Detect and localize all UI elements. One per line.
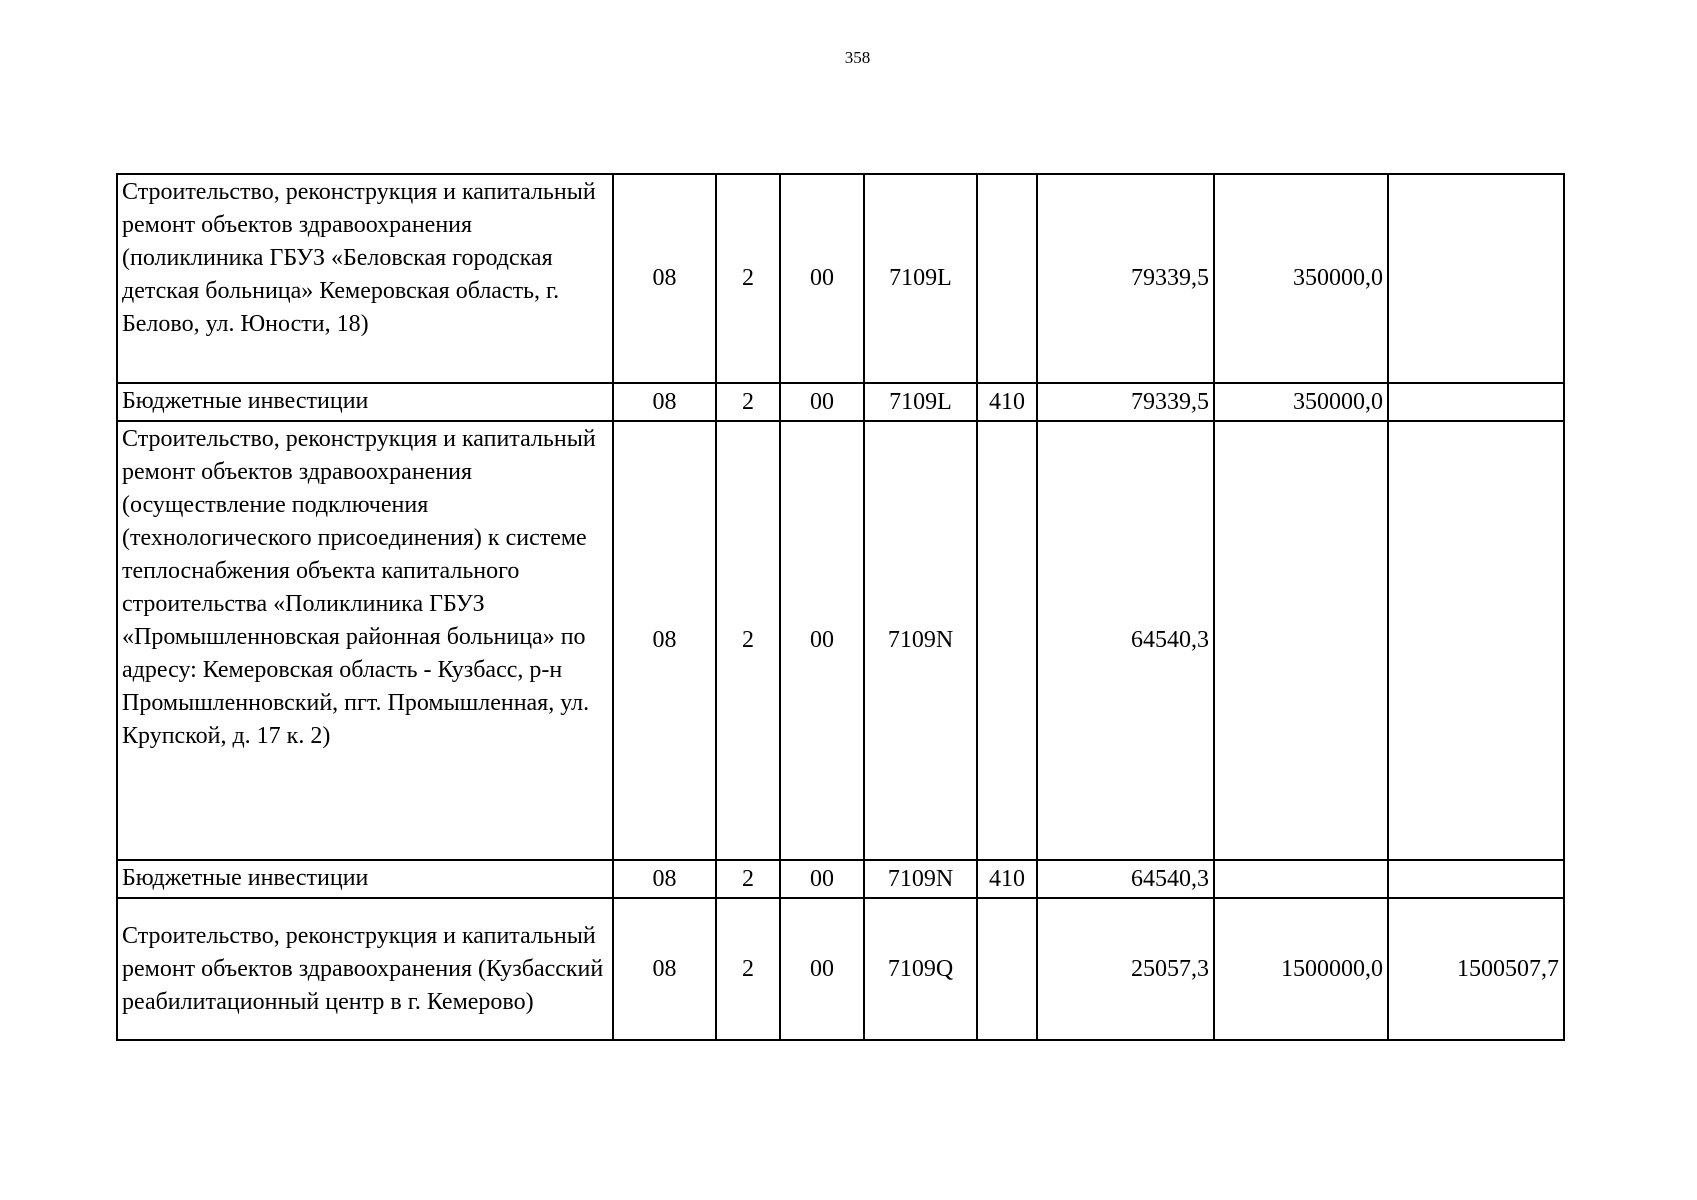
- subprogram-cell: 2: [716, 860, 780, 898]
- year2-amount-cell: [1214, 860, 1388, 898]
- year1-amount-cell: 79339,5: [1037, 174, 1214, 383]
- section-cell: 08: [613, 860, 716, 898]
- year2-amount-cell: 350000,0: [1214, 383, 1388, 421]
- code-cell: 7109Q: [864, 898, 977, 1040]
- code-cell: 7109L: [864, 174, 977, 383]
- table-row: [117, 174, 1564, 383]
- table-row: [117, 898, 1564, 1040]
- expense-type-cell: 410: [977, 383, 1037, 421]
- row-name: Бюджетные инвестиции: [117, 383, 613, 421]
- year3-amount-cell: 1500507,7: [1388, 898, 1564, 1040]
- row-name: Строительство, реконструкция и капитальный ремонт объектов здравоохранения (осуществление подключения (технологического присоединения) к системе теплоснабжения объекта капитального строительства «Поликлиника ГБУЗ «Промышленновская районная больница» по адресу: Кемеровская область - Кузбасс, р-н Промышленновский, пгт. Промышленная, ул. Крупской, д. 17 к. 2): [117, 421, 613, 860]
- table-row: [117, 860, 1564, 898]
- section-cell: 08: [613, 898, 716, 1040]
- subprogram-cell: 2: [716, 174, 780, 383]
- year1-amount-cell: 64540,3: [1037, 860, 1214, 898]
- expense-type-cell: [977, 174, 1037, 383]
- subprogram-cell: 2: [716, 421, 780, 860]
- code-cell: 7109N: [864, 860, 977, 898]
- page-number: 358: [844, 48, 871, 67]
- year3-amount-cell: [1388, 421, 1564, 860]
- year3-amount-cell: [1388, 383, 1564, 421]
- code-cell: 7109L: [864, 383, 977, 421]
- row-name: Бюджетные инвестиции: [117, 860, 613, 898]
- direction-cell: 00: [780, 174, 864, 383]
- expense-type-cell: [977, 421, 1037, 860]
- year1-amount-cell: 25057,3: [1037, 898, 1214, 1040]
- year1-amount-cell: 64540,3: [1037, 421, 1214, 860]
- row-name: Строительство, реконструкция и капитальный ремонт объектов здравоохранения (Кузбасский реабилитационный центр в г. Кемерово): [117, 898, 613, 1040]
- subprogram-cell: 2: [716, 383, 780, 421]
- year1-amount-cell: 79339,5: [1037, 383, 1214, 421]
- code-cell: 7109N: [864, 421, 977, 860]
- budget-table: [116, 173, 1565, 1041]
- subprogram-cell: 2: [716, 898, 780, 1040]
- direction-cell: 00: [780, 383, 864, 421]
- year3-amount-cell: [1388, 174, 1564, 383]
- table-row: [117, 383, 1564, 421]
- section-cell: 08: [613, 174, 716, 383]
- section-cell: 08: [613, 383, 716, 421]
- section-cell: 08: [613, 421, 716, 860]
- year2-amount-cell: [1214, 421, 1388, 860]
- year2-amount-cell: 1500000,0: [1214, 898, 1388, 1040]
- direction-cell: 00: [780, 421, 864, 860]
- expense-type-cell: [977, 898, 1037, 1040]
- year2-amount-cell: 350000,0: [1214, 174, 1388, 383]
- row-name: Строительство, реконструкция и капитальный ремонт объектов здравоохранения (поликлиника ГБУЗ «Беловская городская детская больница» Кемеровская область, г. Белово, ул. Юности, 18): [117, 174, 613, 383]
- table-row: [117, 421, 1564, 860]
- year3-amount-cell: [1388, 860, 1564, 898]
- expense-type-cell: 410: [977, 860, 1037, 898]
- direction-cell: 00: [780, 860, 864, 898]
- direction-cell: 00: [780, 898, 864, 1040]
